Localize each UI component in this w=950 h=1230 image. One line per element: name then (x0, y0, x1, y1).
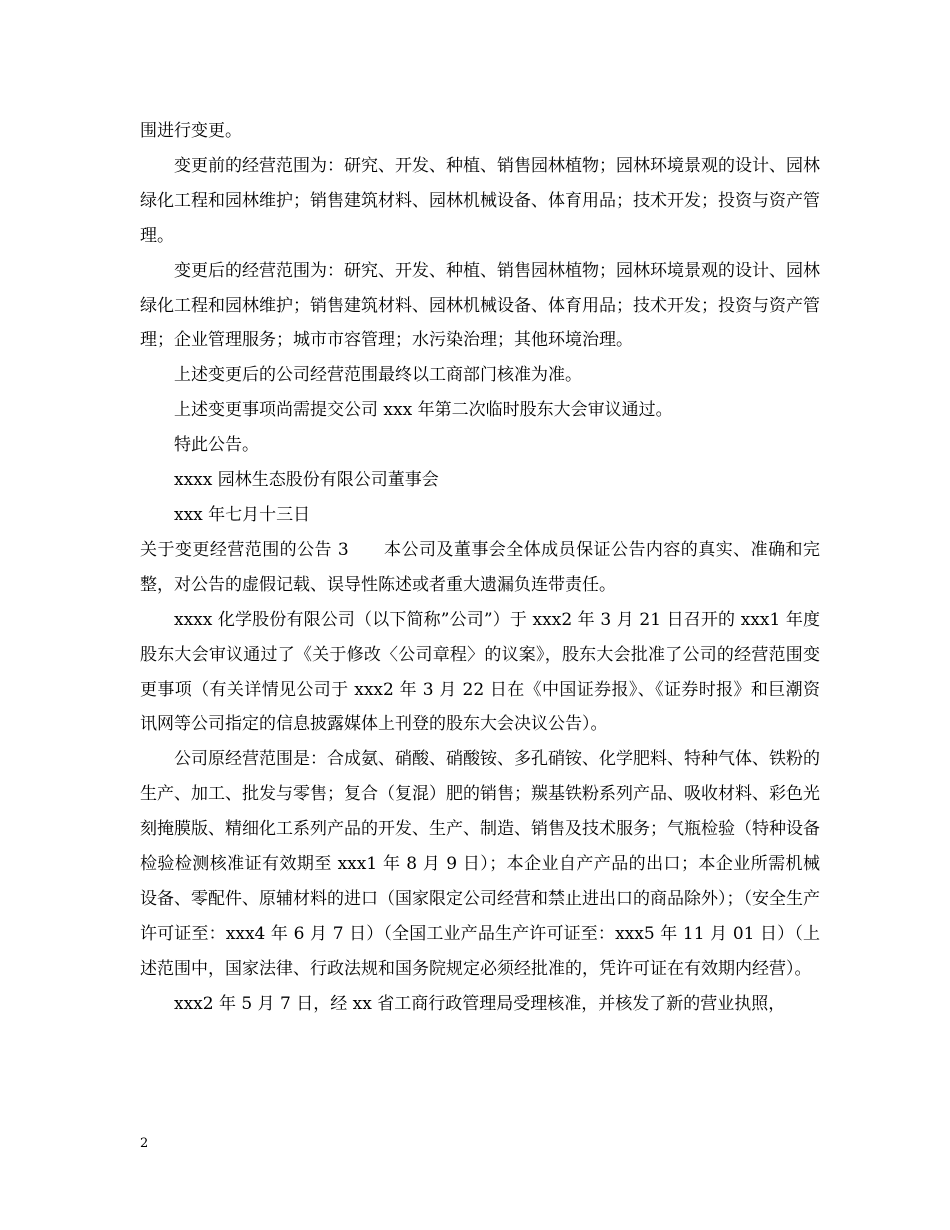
paragraph-12: xxx2 年 5 月 7 日，经 xx 省工商行政管理局受理核准，并核发了新的营业执照， (174, 993, 786, 1014)
page-number: 2 (140, 1136, 149, 1151)
paragraph-11: 公司原经营范围是：合成氨、硝酸、硝酸铵、多孔硝铵、化学肥料、特种气体、铁粉的生产、加工、批发与零售；复合（复混）肥的销售；羰基铁粉系列产品、吸收材料、彩色光刻掩膜版、精细化工系列产品的开发、生产、制造、销售及技术服务；气瓶检验（特种设备检验检测核准证有效期至 xxx1 年 8 月 9 日）；本企业自产产品的出口；本企业所需机械设备、零配件、原辅材料的进口（国家限定公司经营和禁止进出口的商品除外）；（安全生产许可证至：xxx4 年 6 月 7 日）（全国工业产品生产许可证至：xxx5 年 11 月 01 日）（上述范围中，国家法律、行政法规和国务院规定必须经批准的，凭许可证在有效期内经营）。 (140, 749, 820, 979)
paragraph-3: 变更后的经营范围为：研究、开发、种植、销售园林植物；园林环境景观的设计、园林绿化工程和园林维护；销售建筑材料、园林机械设备、体育用品；技术开发；投资与资产管理；企业管理服务；城市市容管理；水污染治理；其他环境治理。 (140, 260, 820, 351)
paragraph-6: 特此公告。 (174, 435, 259, 456)
paragraph-2: 变更前的经营范围为：研究、开发、种植、销售园林植物；园林环境景观的设计、园林绿化工程和园林维护；销售建筑材料、园林机械设备、体育用品；技术开发；投资与资产管理。 (140, 155, 820, 246)
document-body (140, 114, 820, 1022)
paragraph-5: 上述变更事项尚需提交公司 xxx 年第二次临时股东大会审议通过。 (174, 400, 673, 421)
paragraph-4: 上述变更后的公司经营范围最终以工商部门核准为准。 (174, 365, 582, 386)
notice-heading-paragraph: 关于变更经营范围的公告 3 本公司及董事会全体成员保证公告内容的真实、准确和完整，对公告的虚假记载、误导性陈述或者重大遗漏负连带责任。 (140, 539, 820, 595)
signature-company: xxxx 园林生态股份有限公司董事会 (174, 470, 439, 491)
paragraph-1: 围进行变更。 (140, 121, 242, 141)
signature-date: xxx 年七月十三日 (174, 504, 311, 525)
paragraph-10: xxxx 化学股份有限公司（以下简称”公司”）于 xxx2 年 3 月 21 日召开的 xxx1 年度股东大会审议通过了《关于修改〈公司章程〉的议案》，股东大会批准了公司的经营范围变更事项（有关详情见公司于 xxx2 年 3 月 22 日在《中国证券报》、《证券时报》和巨潮资讯网等公司指定的信息披露媒体上刊登的股东大会决议公告）。 (140, 609, 820, 735)
